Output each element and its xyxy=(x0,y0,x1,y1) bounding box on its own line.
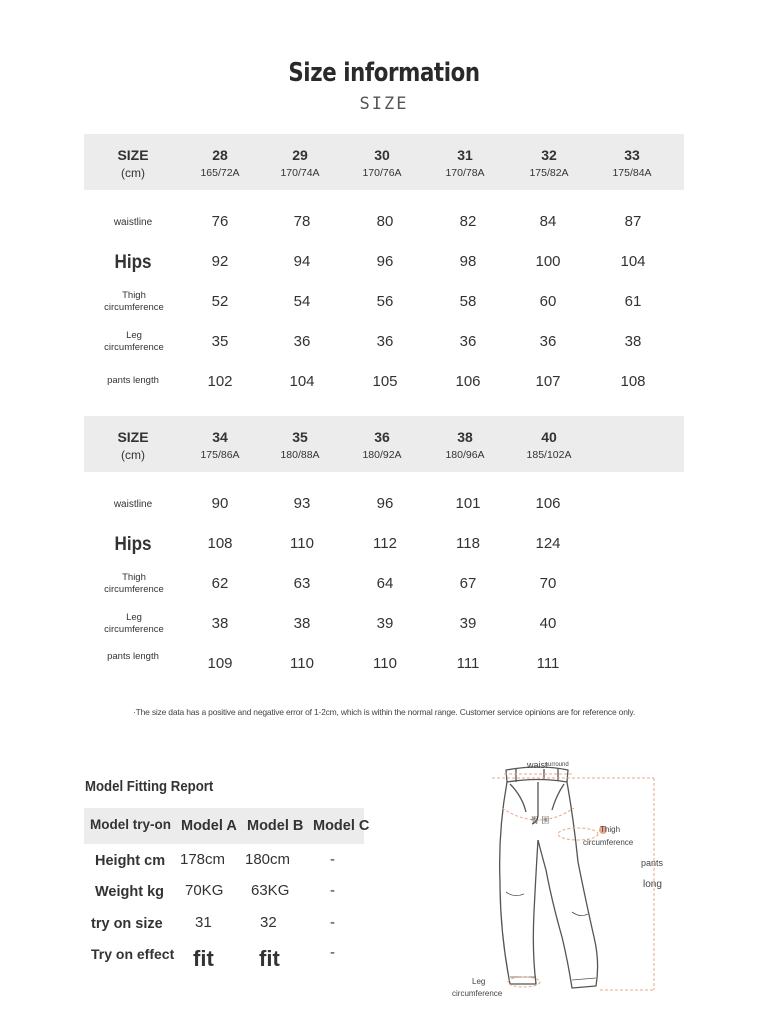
report-header-model-c: Model C xyxy=(313,818,370,834)
table-cell: 76 xyxy=(211,213,229,230)
size-code: 185/102A xyxy=(526,449,572,461)
table-cell: 104 xyxy=(289,373,315,390)
size-number: 33 xyxy=(624,147,640,163)
table-cell: 38 xyxy=(624,333,642,350)
pants-measurement-diagram xyxy=(440,752,670,1002)
table-cell: 62 xyxy=(211,575,229,592)
unit-label: (cm) xyxy=(121,448,145,462)
report-cell: fit xyxy=(259,946,280,971)
table-cell: 39 xyxy=(459,615,477,632)
row-label-hips: Hips xyxy=(114,252,152,273)
table-cell: 108 xyxy=(207,535,233,552)
report-row-label-weight: Weight kg xyxy=(95,884,165,900)
hip-label: 臀 围 xyxy=(531,816,550,825)
report-cell: 32 xyxy=(260,914,277,931)
table-cell: 63 xyxy=(293,575,311,592)
size-column-header xyxy=(430,429,500,461)
waist-label: waist xyxy=(527,760,548,770)
page-subtitle: SIZE xyxy=(359,94,409,114)
table-cell: 64 xyxy=(376,575,394,592)
table-cell: 87 xyxy=(624,213,642,230)
size-code: 175/82A xyxy=(529,167,569,179)
row-label-waistline: waistline xyxy=(113,217,153,228)
table-cell: 54 xyxy=(293,293,311,310)
row-label-thigh: Thigh circumference xyxy=(104,290,164,313)
report-row-label-try-on-size: try on size xyxy=(91,916,163,932)
table-cell: 101 xyxy=(455,495,481,512)
report-header-model-a: Model A xyxy=(181,818,237,834)
leg-label-2: circumference xyxy=(452,989,503,998)
size-number: 28 xyxy=(212,147,228,163)
size-code: 180/88A xyxy=(280,449,320,461)
size-code: 175/86A xyxy=(200,449,240,461)
row-label-pants-length: pants length xyxy=(107,375,159,386)
table-cell: 96 xyxy=(376,495,394,512)
table-cell: 106 xyxy=(455,373,481,390)
size-column-header xyxy=(265,147,335,179)
table-cell: 38 xyxy=(211,615,229,632)
row-label-leg: Leg circumference xyxy=(104,330,164,353)
size-disclaimer-note: ·The size data has a positive and negative error of 1-2cm, which is within the normal range. Customer service opinions are for reference only. xyxy=(132,707,635,717)
size-number: 36 xyxy=(374,429,390,445)
report-cell: - xyxy=(330,914,335,931)
size-number: 32 xyxy=(541,147,557,163)
size-code: 170/78A xyxy=(445,167,485,179)
size-column-header xyxy=(430,147,500,179)
table-cell: 70 xyxy=(539,575,557,592)
report-cell: 70KG xyxy=(185,882,224,899)
table-cell: 90 xyxy=(211,495,229,512)
table-cell: 36 xyxy=(376,333,394,350)
table-cell: 102 xyxy=(207,373,233,390)
table-cell: 109 xyxy=(207,655,233,672)
size-column-header xyxy=(514,147,584,179)
table-cell: 36 xyxy=(293,333,311,350)
table-cell: 104 xyxy=(620,253,646,270)
size-code: 175/84A xyxy=(612,167,652,179)
size-number: 35 xyxy=(292,429,308,445)
size-number: 29 xyxy=(292,147,308,163)
size-number: 34 xyxy=(212,429,228,445)
table-cell: 110 xyxy=(290,535,314,552)
measurement-guides xyxy=(492,774,654,990)
table-cell: 56 xyxy=(376,293,394,310)
size-code: 170/76A xyxy=(362,167,402,179)
size-label: SIZE xyxy=(117,429,149,445)
table-cell: 92 xyxy=(211,253,229,270)
table-cell: 105 xyxy=(372,373,398,390)
row-label-waistline: waistline xyxy=(113,499,153,510)
report-row-label-try-on-effect: Try on effect xyxy=(91,946,175,962)
thigh-label-1: Thigh xyxy=(600,825,621,834)
page-title: Size information xyxy=(288,58,480,88)
report-cell: fit xyxy=(193,946,214,971)
table-cell: 107 xyxy=(535,373,561,390)
table-cell: 78 xyxy=(293,213,311,230)
size-code: 170/74A xyxy=(280,167,320,179)
table-cell: 110 xyxy=(290,655,314,672)
report-header-label: Model try-on xyxy=(90,817,171,832)
table-cell: 84 xyxy=(539,213,557,230)
size-column-header xyxy=(347,147,417,179)
table-cell: 36 xyxy=(459,333,477,350)
table-cell: 100 xyxy=(535,253,561,270)
size-number: 31 xyxy=(457,147,473,163)
leg-label-1: Leg xyxy=(472,977,486,986)
table-cell: 58 xyxy=(459,293,477,310)
report-cell: - xyxy=(330,944,335,961)
pants-length-label-1: pants xyxy=(641,858,664,868)
row-label-pants-length: pants length xyxy=(107,651,159,662)
table-cell: 96 xyxy=(376,253,394,270)
unit-label: (cm) xyxy=(121,166,145,180)
table-2-size-header xyxy=(98,429,168,462)
thigh-label-2: circumference xyxy=(583,838,634,847)
size-code: 165/72A xyxy=(200,167,240,179)
pants-length-label-2: long xyxy=(643,879,662,890)
table-cell: 111 xyxy=(456,655,480,672)
waist-sub-label: surround xyxy=(545,762,569,768)
row-label-hips: Hips xyxy=(114,534,152,555)
table-cell: 52 xyxy=(211,293,229,310)
table-1-size-header xyxy=(98,147,168,180)
table-cell: 118 xyxy=(456,535,480,552)
size-column-header xyxy=(597,147,667,179)
report-cell: - xyxy=(330,851,335,868)
table-cell: 60 xyxy=(539,293,557,310)
size-column-header xyxy=(185,429,255,461)
report-cell: 63KG xyxy=(251,882,290,899)
table-cell: 112 xyxy=(373,535,397,552)
table-cell: 35 xyxy=(211,333,229,350)
size-number: 40 xyxy=(541,429,557,445)
size-label: SIZE xyxy=(117,147,149,163)
size-number: 30 xyxy=(374,147,390,163)
report-cell: 180cm xyxy=(245,851,291,868)
pants-illustration xyxy=(500,767,598,988)
table-cell: 39 xyxy=(376,615,394,632)
table-cell: 61 xyxy=(624,293,642,310)
size-column-header xyxy=(347,429,417,461)
table-cell: 98 xyxy=(459,253,477,270)
table-cell: 108 xyxy=(620,373,646,390)
report-row-label-height: Height cm xyxy=(95,853,166,869)
row-label-leg: Leg circumference xyxy=(104,612,164,635)
table-cell: 110 xyxy=(373,655,397,672)
report-title: Model Fitting Report xyxy=(85,778,214,795)
table-cell: 36 xyxy=(539,333,557,350)
row-label-thigh: Thigh circumference xyxy=(104,572,164,595)
table-cell: 106 xyxy=(535,495,561,512)
size-column-header xyxy=(265,429,335,461)
table-cell: 93 xyxy=(293,495,311,512)
report-header-model-b: Model B xyxy=(247,818,304,834)
report-cell: 31 xyxy=(195,914,212,931)
size-column-header xyxy=(185,147,255,179)
size-number: 38 xyxy=(457,429,473,445)
table-cell: 124 xyxy=(535,535,561,552)
size-code: 180/96A xyxy=(445,449,485,461)
report-cell: - xyxy=(330,882,335,899)
table-cell: 94 xyxy=(293,253,311,270)
table-cell: 40 xyxy=(539,615,557,632)
table-cell: 111 xyxy=(536,655,560,672)
size-code: 180/92A xyxy=(362,449,402,461)
table-cell: 80 xyxy=(376,213,394,230)
table-cell: 67 xyxy=(459,575,477,592)
report-cell: 178cm xyxy=(180,851,226,868)
table-cell: 38 xyxy=(293,615,311,632)
table-cell: 82 xyxy=(459,213,477,230)
size-column-header xyxy=(514,429,584,461)
